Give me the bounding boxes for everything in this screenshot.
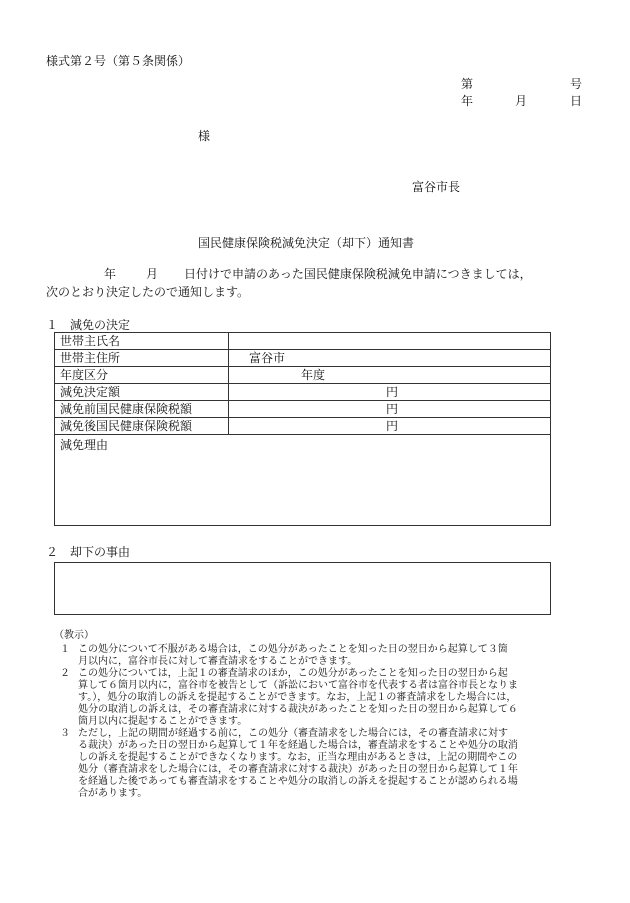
- notice-item: [60, 644, 574, 668]
- row-label: 世帯主住所: [60, 351, 121, 365]
- table-row: [55, 333, 550, 350]
- notice-item-number: １: [60, 644, 70, 655]
- notice-line: 合があります。: [78, 788, 148, 799]
- row-value: 富谷市: [249, 351, 286, 365]
- doc-number-dai: 第: [461, 77, 474, 91]
- notice-line: しの訴えを提起することができなくなります。なお，正当な理由があるときは，上記の期間やこの: [78, 752, 518, 763]
- row-label: 減免決定額: [60, 385, 121, 399]
- row-label: 減免後国民健康保険税額: [60, 419, 193, 433]
- intro-month: 月: [146, 267, 159, 281]
- notice-line: この処分については，上記１の審査請求のほか，この処分があったことを知った日の翌日から起: [78, 668, 508, 679]
- row-value: 円: [386, 385, 399, 399]
- row-value: 円: [386, 402, 399, 416]
- table-row: [55, 384, 550, 401]
- doc-number-go: 号: [570, 77, 583, 91]
- date-day: 日: [570, 94, 583, 108]
- rejection-reason-box: [54, 562, 551, 615]
- notice-heading: （教示）: [54, 630, 94, 641]
- form-number: 様式第２号（第５条関係）: [46, 54, 191, 68]
- row-label: 減免前国民健康保険税額: [60, 402, 193, 416]
- intro-line2: 次のとおり決定したので通知します。: [46, 285, 250, 299]
- row-value: 円: [386, 419, 399, 433]
- notice-line: す。），処分の取消しの訴えを提起することができます。なお，上記１の審査請求をした場合には，: [78, 692, 517, 703]
- reason-label: 減免理由: [60, 438, 109, 452]
- row-label: 世帯主氏名: [60, 334, 121, 348]
- page-title: 国民健康保険税減免決定（却下）通知書: [198, 236, 415, 250]
- table-row: [55, 350, 550, 367]
- notice-item: [60, 668, 574, 728]
- notice-line: 処分（審査請求をした場合には，その審査請求に対する裁決）があった日の翌日から起算して１年: [78, 764, 518, 775]
- date-year: 年: [461, 94, 474, 108]
- notice-item: [60, 728, 574, 800]
- issuer: 富谷市長: [412, 180, 461, 194]
- notice: [54, 630, 574, 800]
- intro-year: 年: [104, 267, 117, 281]
- row-label: 年度区分: [60, 368, 109, 382]
- notice-item-number: ２: [60, 668, 70, 679]
- section1-heading: １ 減免の決定: [46, 318, 131, 332]
- notice-line: る裁決）があった日の翌日から起算して１年を経過した場合は，審査請求をすることや処分の取消: [78, 740, 518, 751]
- section2-heading: ２ 却下の事由: [46, 545, 131, 559]
- addressee-suffix: 様: [198, 129, 211, 143]
- table-row: [55, 401, 550, 418]
- row-value: 年度: [301, 368, 326, 382]
- notice-line: 処分の取消しの訴えは，その審査請求に対する裁決があったことを知った日の翌日から起算して６: [78, 704, 518, 715]
- table-row: [55, 418, 550, 435]
- notice-line: を経過した後であっても審査請求をすることや処分の取消しの訴えを提起することが認められる場: [78, 776, 518, 787]
- notice-item-number: ３: [60, 728, 70, 739]
- table-row: [55, 367, 550, 384]
- date-month: 月: [515, 94, 528, 108]
- decision-table: [54, 332, 551, 526]
- notice-line: 箇月以内に提起することができます。: [78, 716, 248, 727]
- notice-line: 月以内に，富谷市長に対して審査請求をすることができます。: [78, 656, 358, 667]
- notice-line: 算して６箇月以内に，富谷市を被告として（訴訟において富谷市を代表する者は富谷市長となりま: [78, 680, 518, 691]
- intro-line1: 日付けで申請のあった国民健康保険税減免申請につきましては，: [184, 267, 532, 281]
- notice-line: ただし，上記の期間が経過する前に，この処分（審査請求をした場合には，その審査請求に対す: [78, 728, 508, 739]
- notice-line: この処分について不服がある場合は，この処分があったことを知った日の翌日から起算して３箇: [78, 644, 508, 655]
